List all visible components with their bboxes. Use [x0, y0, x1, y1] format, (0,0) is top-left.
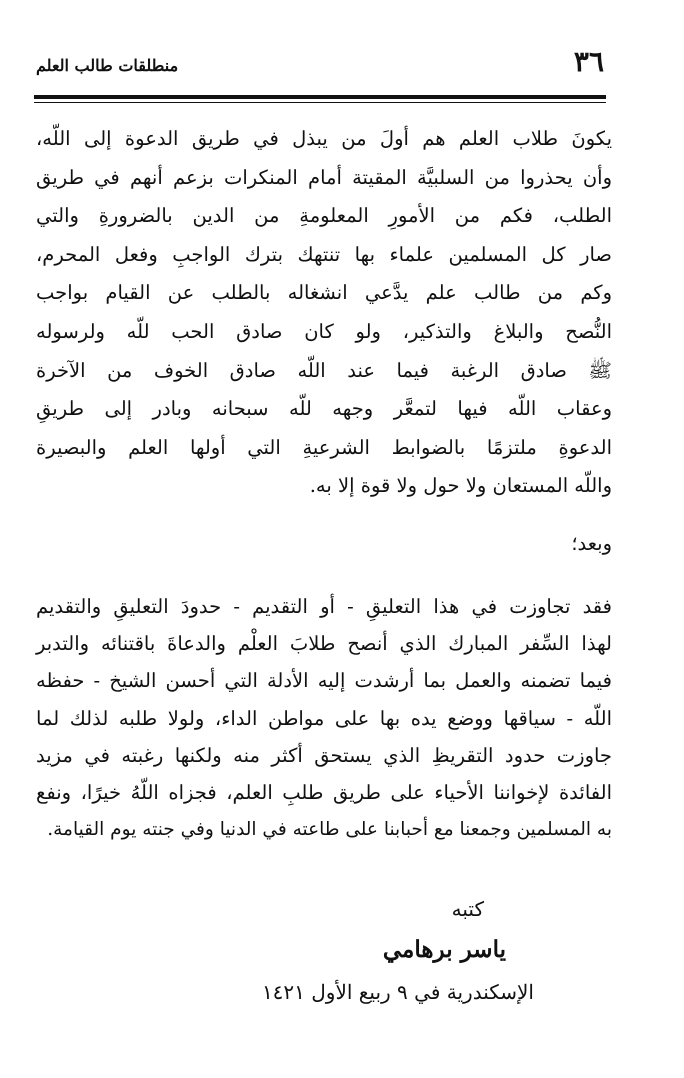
text-line: النُّصح والبلاغ والتذكير، ولو كان صادق الحب للّه ولرسوله: [36, 319, 612, 343]
text-line: صار كل المسلمين علماء بها تنتهك بترك الواجبِ وفعل المحرم،: [36, 242, 612, 266]
author-name: ياسر برهامي: [382, 936, 506, 963]
page-header: [34, 44, 608, 88]
text-line: وعقاب اللّه فيها لتمعَّر وجهه للّه سبحانه وبادر إلى طريقِ: [36, 397, 612, 421]
place-and-date: الإسكندرية في ٩ ربيع الأول ١٤٢١: [261, 980, 534, 1004]
text-line: فيما تضمنه والعمل بما أرشدت إليه الأدلة التي أحسن الشيخ - حفظه: [36, 669, 612, 693]
text-line: الفائدة لإخواننا الأحياء على طريق طلبِ العلم، فجزاه اللّهُ خيرًا، ونفع: [36, 781, 612, 805]
header-rule-thin: [34, 102, 606, 103]
text-line: فقد تجاوزت في هذا التعليقِ - أو التقديم - حدودَ التعليقِ والتقديم: [36, 595, 612, 618]
text-line: وأن يحذروا من السلبيَّة المقيتة أمام المنكرات بزعم أنهم في طريق: [36, 165, 612, 189]
page-number: ٣٦: [573, 45, 604, 78]
text-line: الطلب، فكم من الأمورِ المعلومةِ من الدين بالضرورةِ والتي: [36, 204, 612, 228]
header-rule-thick: [34, 95, 606, 99]
text-line: يكونَ طلاب العلم هم أولَ من يبذل في طريق الدعوة إلى اللّه،: [36, 127, 612, 150]
signoff-label: كتبه: [451, 897, 484, 921]
running-title: منطلقات طالب العلم: [36, 56, 179, 75]
text-line: به المسلمين وجمعنا مع أحبابنا على طاعته في الدنيا وفي جنته يوم القيامة.: [47, 819, 612, 841]
text-line: واللّه المستعان ولا حول ولا قوة إلا به.: [309, 474, 612, 498]
paragraph-2: [36, 525, 612, 563]
text-line: وكم من طالب علم يدَّعي انشغاله بالطلب عن القيام بواجب: [36, 281, 612, 305]
text-line: وبعد؛: [571, 532, 612, 555]
paragraph-1: [36, 120, 612, 506]
text-line: جاوزت حدود التقريظِ الذي يستحق أكثر منه ولكنها رغبته في مزيد: [36, 743, 612, 767]
text-line: لهذا السِّفر المبارك الذي أنصح طلابَ العلْم والدعاةَ باقتنائه والتدبر: [36, 632, 612, 656]
text-line: الدعوةِ ملتزمًا بالضوابط الشرعيةِ التي أولها العلم والبصيرة: [36, 435, 612, 459]
paragraph-3: [36, 588, 612, 848]
text-line: اللّه - سياقها ووضع يده بها على مواطن الداء، ولولا طلبه لذلك لما: [36, 706, 612, 730]
text-line: ﷺ صادق الرغبة فيما عند اللّه صادق الخوف من الآخرة: [36, 358, 612, 382]
